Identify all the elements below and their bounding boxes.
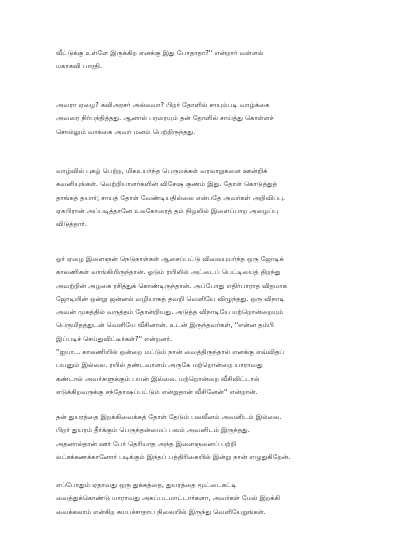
paragraph-line: ஜோடியின் ஒன்று ஜன்னல் வழியாகத் தவறி வெளியே விழுந்தது. ஒரு விநாடி xyxy=(56,294,285,303)
paragraph-line: இப்படிச் செய்துவிட்டீர்கள்?'' என்றனர். xyxy=(56,334,173,343)
paragraph-line: தாங்கத் தயார்; சாயத் தோள் வேண்டியதில்லை என்பதே அவர்கள் அறிவிப்பு. xyxy=(56,193,286,202)
paragraph-line: பெருமிதத்துடன் வெளியே வீசினான். உடன் இருந்தவர்கள், ''என்ன தம்பி xyxy=(56,321,274,330)
paragraph-line: பிறர் துயரம் தீர்க்கும் பெருந்தன்மைப் பலம் அவனிடம் இருந்தது. xyxy=(56,426,250,435)
paragraph-line: வீட்டுக்கு உள்ளே இருக்கிற எனக்கு இது போதாதா?'' என்றார் வள்ளல் xyxy=(56,49,264,57)
paragraph-1 xyxy=(56,47,384,74)
paragraph-line: ஓர் ஏழை இளைஞன் நெடுநாள்கள் ஆசைப்பட்டு விலையுயர்ந்த ஒரு ஜோடிக் xyxy=(56,255,284,263)
paragraph-line: பயனும் இல்லை. ரயில் தண்டவாளம் அருகே மற்றொன்றை யாராவது xyxy=(56,361,263,370)
paragraph-line: வைக்கலாம் என்கிற சுயபச்சாதாப நிலையில் இருந்து வெளியேறுங்கள். xyxy=(56,507,266,516)
paragraph-4 xyxy=(56,253,384,399)
paragraph-line: கவனியுங்கள். வெற்றியாளர்களின் விசேஷ குணம் இது. தோள் கொடுத்துத் xyxy=(56,180,278,189)
paragraph-5 xyxy=(56,411,384,464)
paragraph-line: அவற்றின் அழகை ரசித்துக் கொண்டிருந்தான். அப்போது எதிர்பாராத விதமாக xyxy=(56,281,287,290)
paragraph-line: எப்போதும் ஏதாவது ஒரு துக்கத்தை, துயரத்தை மூட்டைகட்டி xyxy=(56,481,237,489)
paragraph-line: விடுத்தார். xyxy=(56,220,87,229)
paragraph-6 xyxy=(56,479,384,519)
paragraph-line: அவன் முகத்தில் வருத்தம் தோன்றியது. அடுத்த விநாடியே மற்றொன்றையும் xyxy=(56,308,284,317)
paragraph-line: அவரை நிர்பந்தித்தது. ஆனால் பரரையும் தன் தோளில் சாய்த்து கொள்ளச் xyxy=(56,114,274,123)
paragraph-line: அதனால்தான் ஊர் பேர் தெரியாத அந்த இளைஞனைப் பற்றி xyxy=(56,439,237,448)
paragraph-line: சொல்லும் வாக்கை அவர் மனம் பெற்றிருந்தது. xyxy=(56,127,196,136)
paragraph-2 xyxy=(56,99,384,139)
paragraph-line: வாழ்வில் புகழ் பெற்ற, மிகஉயர்ந்த பெருமக்கள் வரலாறுகளை ஊன்றிக் xyxy=(56,167,268,175)
paragraph-line: அவரா ஏழை? கவிஅரசர் அல்லவா? பிறர் தோளில் சாயும்படி வாழ்க்கை xyxy=(56,101,270,109)
paragraph-line: வைத்துக்கொண்டு யாராவது அகப்படமாட்டார்களா, அவர்கள் மேல் இறக்கி xyxy=(56,494,280,503)
paragraph-line: மகாகவி பாரதி. xyxy=(56,62,103,71)
paragraph-line: தன் துயரத்தை இறக்கிவைக்கத் தோள் தேடும் பலவீனம் அவனிடம் இல்லை. xyxy=(56,413,282,421)
paragraph-line: காலணிகள் வாங்கியிருந்தான். ஓடும் ரயிலில் அட்டைப் பெட்டியைத் திறந்து xyxy=(56,268,281,277)
paragraph-line: லட்சக்கணக்கானோர் படிக்கும் இந்தப் பத்திரிகையில் இன்று நான் எழுதுகிறேன். xyxy=(56,452,291,461)
paragraph-line: ஏகபிரான் அப்படித்தானே உலகோரைத் தம் நிழலில் இளைப்பாற அழைப்பு xyxy=(56,206,279,215)
paragraph-line: எடுக்கிறவருக்கு சந்தோஷப்பட்டும் என்றுதான் வீசினேன்'' என்றான். xyxy=(56,387,258,396)
paragraph-3 xyxy=(56,165,384,231)
paragraph-line: ''ஐயா... காலணியில் ஒன்றை மட்டும் நான் வைத்திருந்தால் எனக்கு எவ்விதப் xyxy=(56,348,285,357)
paragraph-line: கண்டால் அவர்களுக்கும் பயன் இல்லை. மற்றொன்றை வீசிவிட்டால் xyxy=(56,374,260,383)
